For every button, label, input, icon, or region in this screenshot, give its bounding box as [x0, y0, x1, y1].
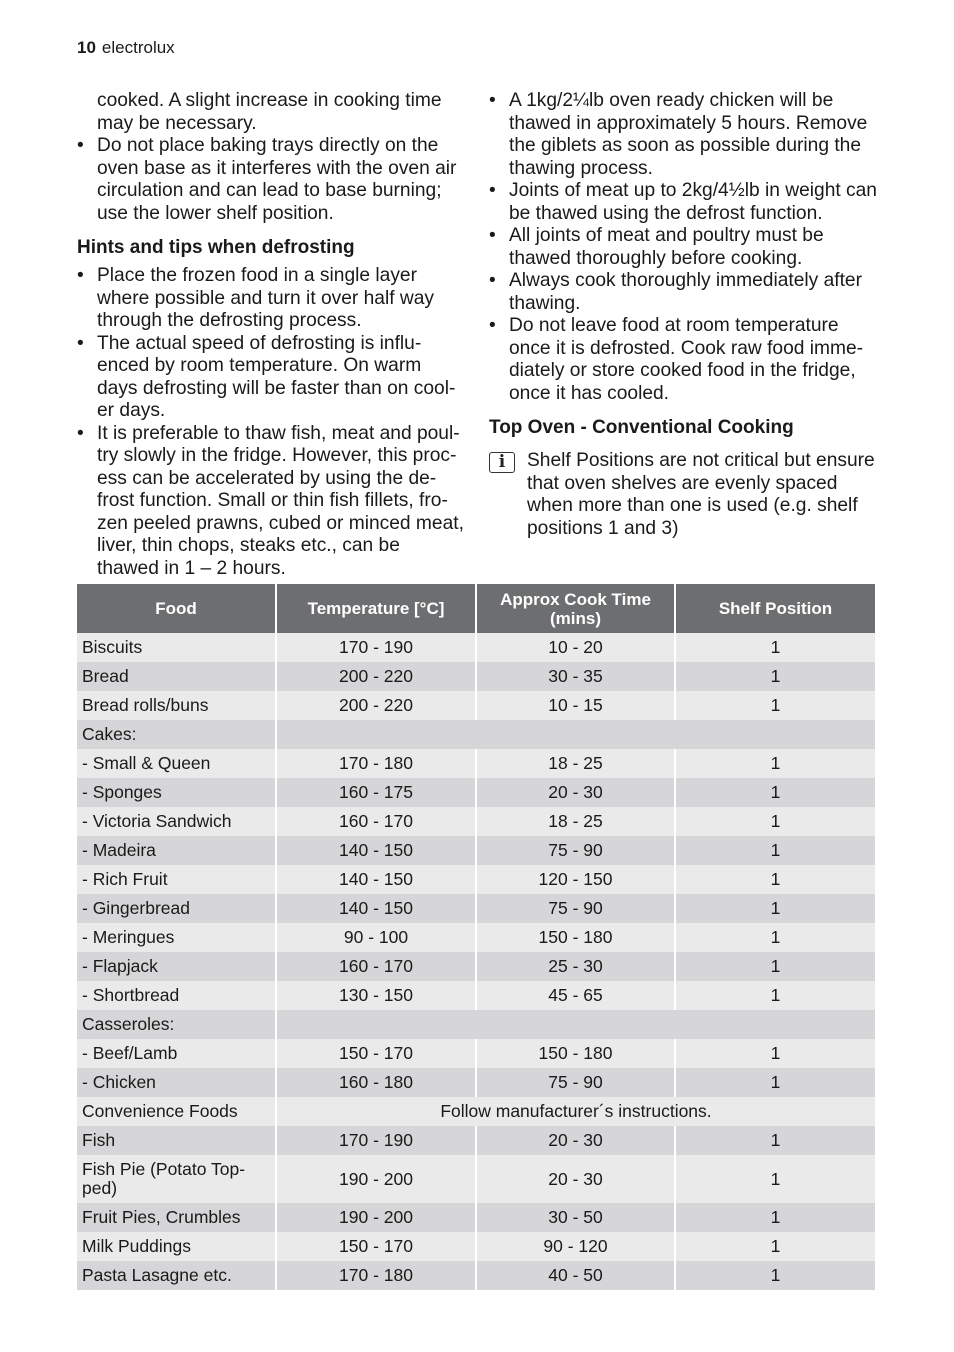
column-header-shelf-position: Shelf Position: [675, 584, 875, 633]
cell-temperature: 190 - 200: [276, 1203, 476, 1232]
cell-shelf-position: 1: [675, 1068, 875, 1097]
cell-temperature: 200 - 220: [276, 691, 476, 720]
cell-cook-time: 20 - 30: [476, 1126, 675, 1155]
cell-food: Milk Puddings: [77, 1232, 276, 1261]
cell-temperature: 140 - 150: [276, 894, 476, 923]
cell-shelf-position: 1: [675, 749, 875, 778]
table-row: [77, 894, 875, 923]
cell-temperature: 90 - 100: [276, 923, 476, 952]
cell-cook-time: 18 - 25: [476, 749, 675, 778]
cell-cook-time: 20 - 30: [476, 1155, 675, 1203]
cell-shelf-position: 1: [675, 1155, 875, 1203]
cell-cook-time: 20 - 30: [476, 778, 675, 807]
table-row: [77, 807, 875, 836]
table-header-row: [77, 584, 875, 633]
cell-food: Casseroles:: [77, 1010, 276, 1039]
cell-temperature: 150 - 170: [276, 1039, 476, 1068]
cell-food: - Small & Queen: [77, 749, 276, 778]
cell-temperature: 140 - 150: [276, 865, 476, 894]
cell-shelf-position: 1: [675, 1203, 875, 1232]
cell-food: - Sponges: [77, 778, 276, 807]
table-row: [77, 1232, 875, 1261]
cell-food: - Gingerbread: [77, 894, 276, 923]
cell-food: Bread: [77, 662, 276, 691]
cell-cook-time: 150 - 180: [476, 923, 675, 952]
bullet-list-thawing: [489, 90, 881, 405]
cell-temperature: 190 - 200: [276, 1155, 476, 1203]
cell-shelf-position: 1: [675, 981, 875, 1010]
cooking-table: [77, 584, 875, 1290]
cell-food: - Beef/Lamb: [77, 1039, 276, 1068]
table-row: [77, 981, 875, 1010]
cell-cook-time: 150 - 180: [476, 1039, 675, 1068]
cell-temperature: 150 - 170: [276, 1232, 476, 1261]
continued-paragraph: cooked. A slight increase in cooking time may be necessary.: [97, 90, 442, 134]
info-note-text: Shelf Positions are not critical but ensure that oven shelves are evenly spaced when more than one is used (e.g. shelf positions 1 and 3): [527, 450, 875, 539]
cell-temperature: 170 - 180: [276, 1261, 476, 1290]
table-row: [77, 1010, 875, 1039]
cell-food: Fish Pie (Potato Top-ped): [77, 1155, 276, 1203]
cell-shelf-position: 1: [675, 633, 875, 662]
list-item: • Place the frozen food in a single layer where possible and turn it over half way through the defrosting process.: [77, 265, 467, 333]
cell-temperature: 170 - 180: [276, 749, 476, 778]
table-row: [77, 633, 875, 662]
bullet-list-defrosting: [77, 265, 467, 580]
cell-shelf-position: 1: [675, 1126, 875, 1155]
cell-empty: [276, 720, 875, 749]
table-row: [77, 1261, 875, 1290]
list-item: • All joints of meat and poultry must be thawed thoroughly before cooking.: [489, 225, 881, 270]
list-item: • Do not leave food at room temperature once it is defrosted. Cook raw food imme-diately or store cooked food in the fridge, once it has cooled.: [489, 315, 881, 405]
table-row: [77, 923, 875, 952]
cell-shelf-position: 1: [675, 1232, 875, 1261]
cell-temperature: 140 - 150: [276, 836, 476, 865]
cell-food: - Rich Fruit: [77, 865, 276, 894]
cell-food: Pasta Lasagne etc.: [77, 1261, 276, 1290]
cell-food: Bread rolls/buns: [77, 691, 276, 720]
table-row: [77, 1155, 875, 1203]
page-number: 10: [77, 38, 96, 57]
list-item: • Do not place baking trays directly on the oven base as it interferes with the oven air circulation and can lead to base burning; use the lower shelf position.: [77, 135, 467, 225]
table-row: [77, 720, 875, 749]
table-row: [77, 836, 875, 865]
cell-temperature: 160 - 170: [276, 952, 476, 981]
cell-cook-time: 75 - 90: [476, 836, 675, 865]
cell-food: - Chicken: [77, 1068, 276, 1097]
cell-food: Biscuits: [77, 633, 276, 662]
cell-cook-time: 120 - 150: [476, 865, 675, 894]
cell-cook-time: 30 - 35: [476, 662, 675, 691]
cell-temperature: 160 - 170: [276, 807, 476, 836]
cell-note: Follow manufacturer´s instructions.: [276, 1097, 875, 1126]
info-note: [489, 450, 881, 540]
bullet-list-top: [77, 135, 467, 225]
list-item: • The actual speed of defrosting is influ-enced by room temperature. On warm days defrosting will be faster than on cool-er days.: [77, 333, 467, 423]
table-row: [77, 691, 875, 720]
table-row: [77, 1097, 875, 1126]
list-item: • It is preferable to thaw fish, meat and poul-try slowly in the fridge. However, this proc-ess can be accelerated by using the de-frost function. Small or thin fish fillets, fro-zen peeled prawns, cubed or minced meat, liver, thin chops, steaks etc., can be thawed in 1 – 2 hours.: [77, 423, 467, 581]
cell-temperature: 160 - 175: [276, 778, 476, 807]
table-row: [77, 778, 875, 807]
cell-cook-time: 75 - 90: [476, 1068, 675, 1097]
list-item: • A 1kg/2¼lb oven ready chicken will be thawed in approximately 5 hours. Remove the giblets as soon as possible during the thawing process.: [489, 90, 881, 180]
cell-temperature: 160 - 180: [276, 1068, 476, 1097]
cell-shelf-position: 1: [675, 923, 875, 952]
table-row: [77, 952, 875, 981]
table-row: [77, 1126, 875, 1155]
section-heading-defrosting: Hints and tips when defrosting: [77, 237, 355, 258]
cell-food: - Victoria Sandwich: [77, 807, 276, 836]
table-row: [77, 662, 875, 691]
list-item: • Joints of meat up to 2kg/4½lb in weight can be thawed using the defrost function.: [489, 180, 881, 225]
cell-cook-time: 25 - 30: [476, 952, 675, 981]
right-column: [489, 90, 881, 540]
cell-shelf-position: 1: [675, 894, 875, 923]
column-header-temperature: Temperature [°C]: [276, 584, 476, 633]
cell-temperature: 130 - 150: [276, 981, 476, 1010]
cell-food: Cakes:: [77, 720, 276, 749]
info-icon: i: [489, 452, 515, 473]
list-item: • Always cook thoroughly immediately after thawing.: [489, 270, 881, 315]
cell-cook-time: 18 - 25: [476, 807, 675, 836]
cell-food: - Meringues: [77, 923, 276, 952]
cell-food: Fish: [77, 1126, 276, 1155]
cell-shelf-position: 1: [675, 1039, 875, 1068]
left-column: [77, 90, 467, 580]
cell-food: - Flapjack: [77, 952, 276, 981]
cell-shelf-position: 1: [675, 778, 875, 807]
cell-cook-time: 75 - 90: [476, 894, 675, 923]
cell-food: Fruit Pies, Crumbles: [77, 1203, 276, 1232]
cell-food: - Madeira: [77, 836, 276, 865]
page-header: [77, 38, 175, 58]
cell-shelf-position: 1: [675, 662, 875, 691]
cell-cook-time: 90 - 120: [476, 1232, 675, 1261]
cell-cook-time: 10 - 15: [476, 691, 675, 720]
cell-shelf-position: 1: [675, 807, 875, 836]
cell-empty: [276, 1010, 875, 1039]
cell-shelf-position: 1: [675, 865, 875, 894]
cell-shelf-position: 1: [675, 1261, 875, 1290]
cell-food: - Shortbread: [77, 981, 276, 1010]
column-header-food: Food: [77, 584, 276, 633]
table-row: [77, 1068, 875, 1097]
brand-name: electrolux: [101, 38, 175, 57]
cell-shelf-position: 1: [675, 691, 875, 720]
table-row: [77, 749, 875, 778]
cell-cook-time: 30 - 50: [476, 1203, 675, 1232]
cell-cook-time: 10 - 20: [476, 633, 675, 662]
cell-shelf-position: 1: [675, 952, 875, 981]
table-row: [77, 865, 875, 894]
cell-temperature: 170 - 190: [276, 633, 476, 662]
cell-temperature: 200 - 220: [276, 662, 476, 691]
table-row: [77, 1039, 875, 1068]
table-body: [77, 633, 875, 1290]
column-header-cook-time: Approx Cook Time (mins): [476, 584, 675, 633]
section-heading-conventional: Top Oven - Conventional Cooking: [489, 417, 794, 438]
cell-cook-time: 40 - 50: [476, 1261, 675, 1290]
cell-temperature: 170 - 190: [276, 1126, 476, 1155]
cell-cook-time: 45 - 65: [476, 981, 675, 1010]
cell-food: Convenience Foods: [77, 1097, 276, 1126]
table-row: [77, 1203, 875, 1232]
cell-shelf-position: 1: [675, 836, 875, 865]
